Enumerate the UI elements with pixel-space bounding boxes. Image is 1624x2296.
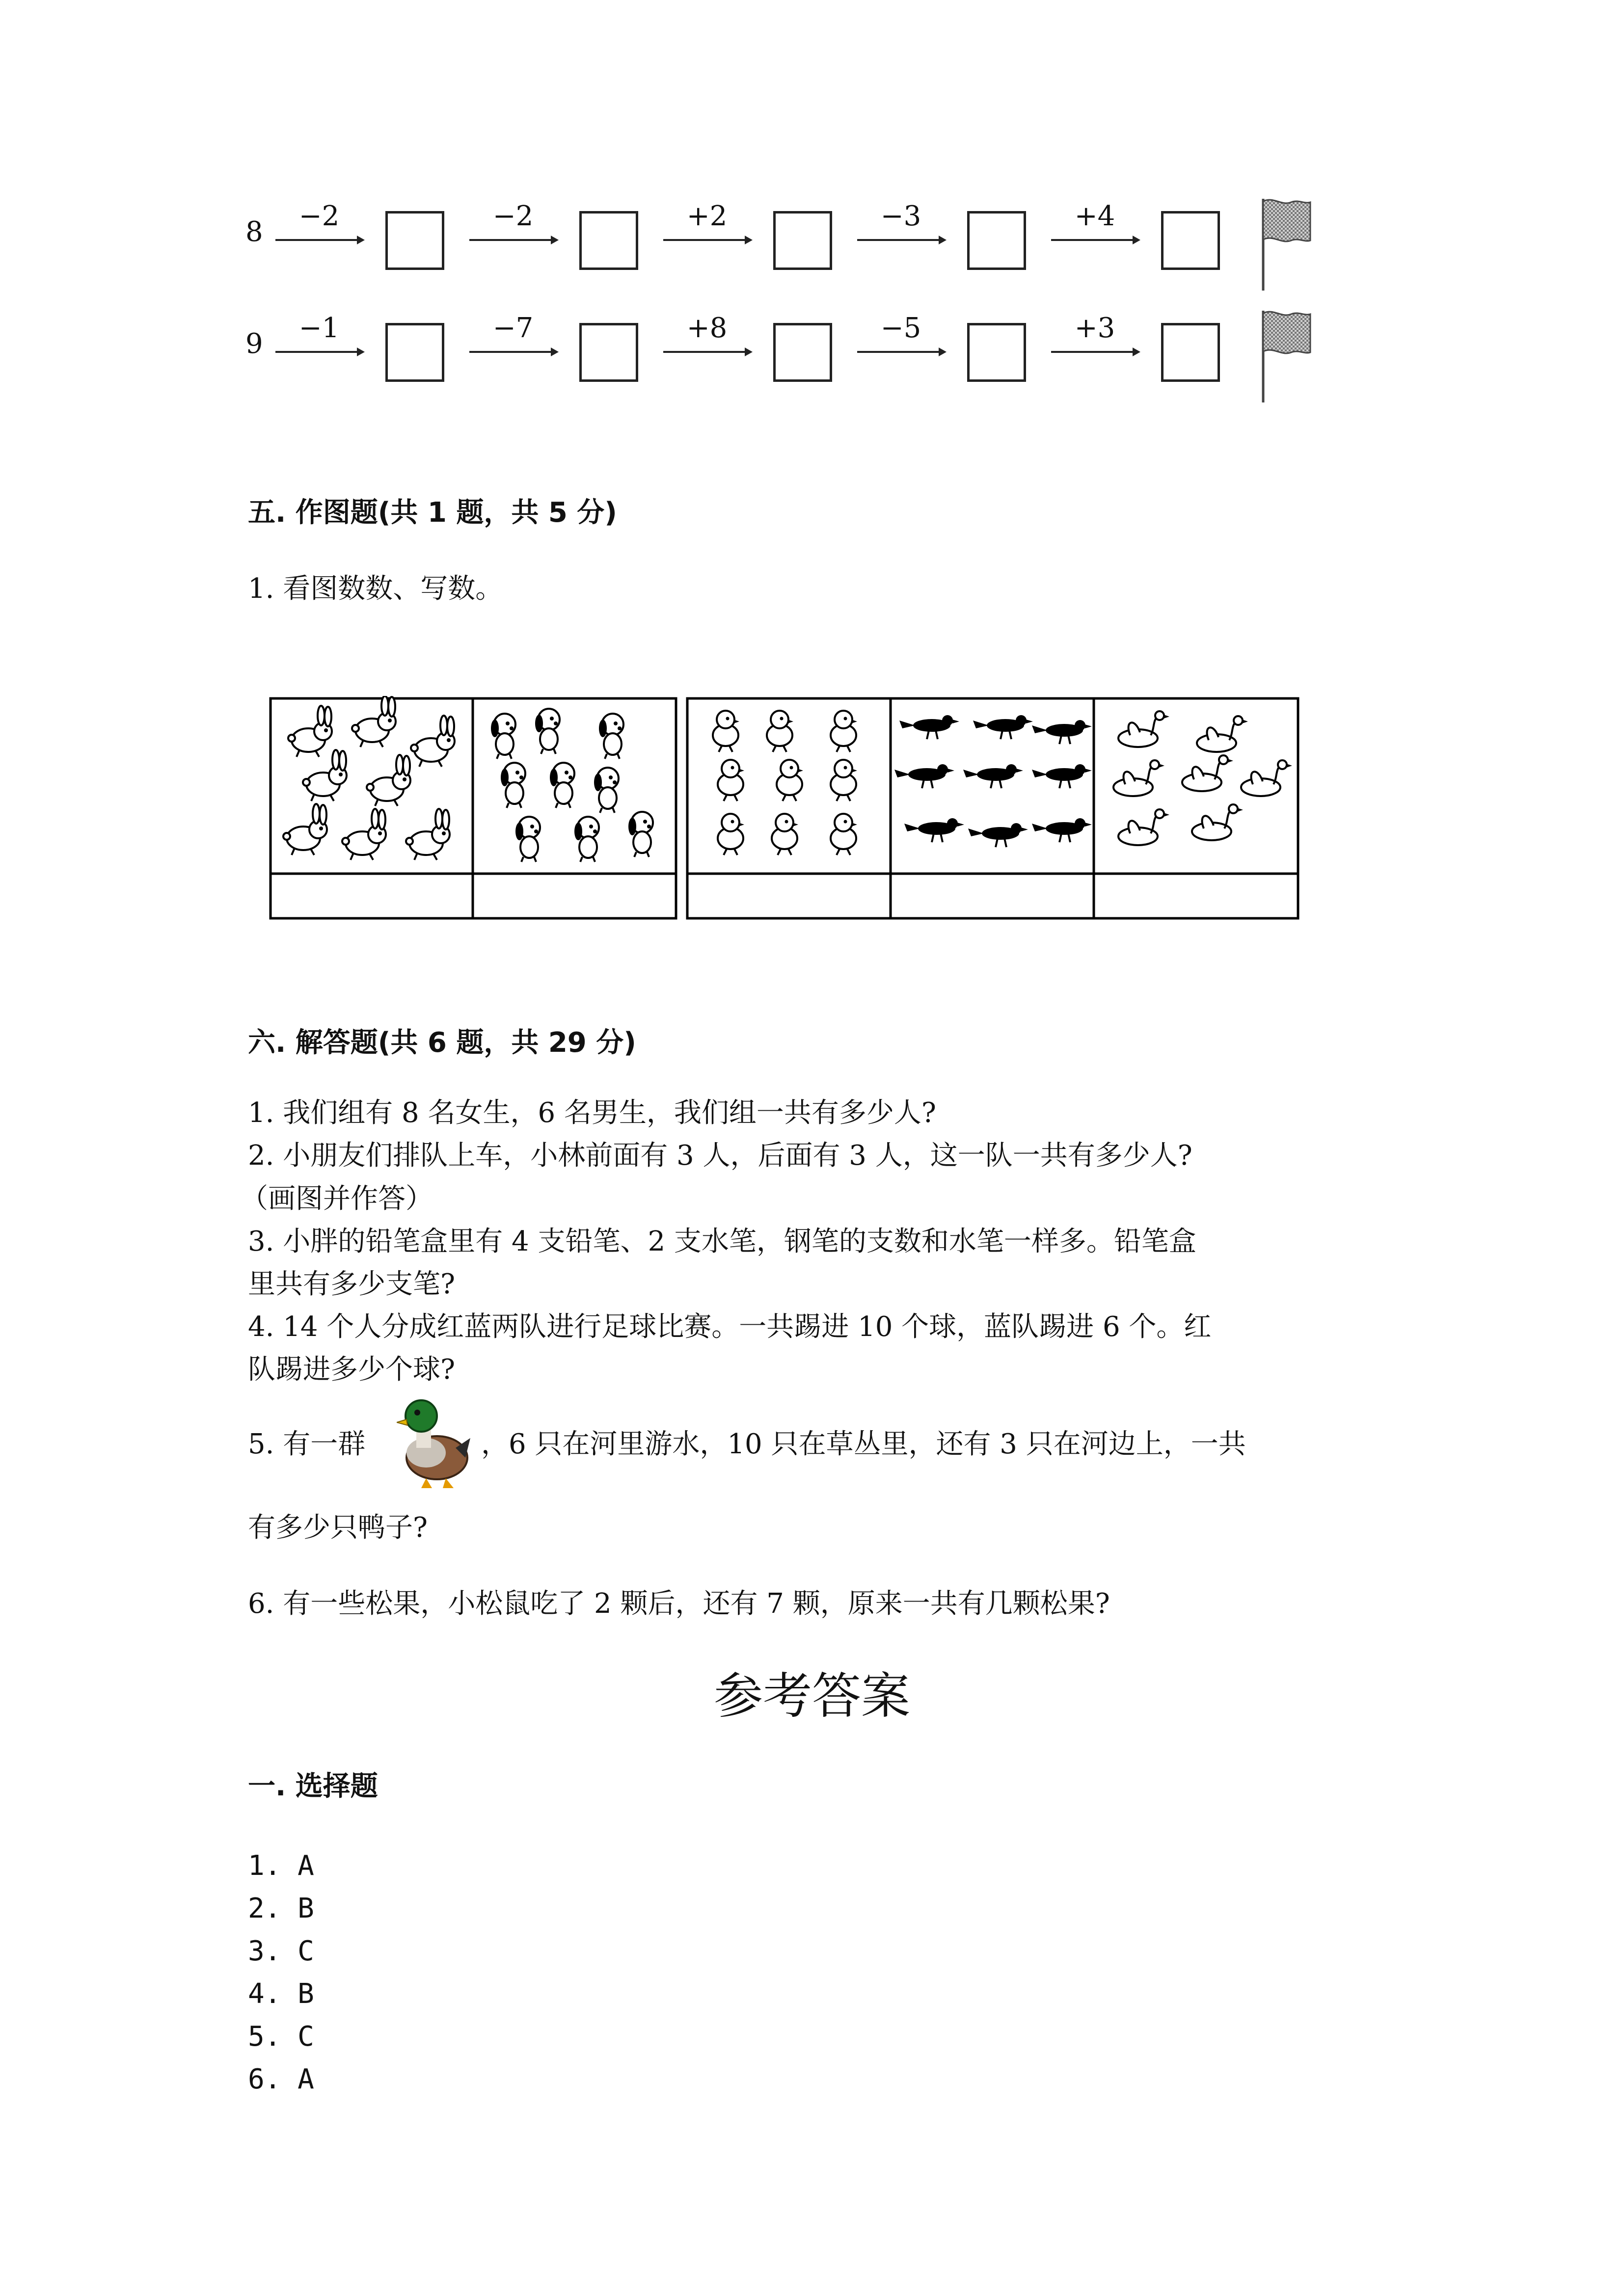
arrow-icon bbox=[660, 345, 754, 359]
birds-picture bbox=[894, 715, 1092, 847]
section-title: 六. 解答题(共 6 题，共 29 分) bbox=[248, 1027, 636, 1059]
puppies-picture bbox=[491, 709, 653, 862]
question-3-line-2: 里共有多少支笔? bbox=[248, 1268, 456, 1300]
arrow-icon bbox=[854, 233, 947, 247]
count-answer-cell[interactable] bbox=[474, 875, 675, 917]
operation-label: −1 bbox=[298, 312, 340, 344]
chain-start-number: 9 bbox=[245, 328, 263, 360]
arrow-icon bbox=[272, 233, 366, 247]
arrow-icon bbox=[1048, 233, 1141, 247]
operation-label: −2 bbox=[298, 200, 340, 232]
question-5-line-2: 有多少只鸭子? bbox=[248, 1512, 428, 1544]
count-answer-cell[interactable] bbox=[272, 875, 471, 917]
answers-title: 参考答案 bbox=[714, 1667, 910, 1725]
rabbits-picture bbox=[283, 696, 455, 860]
arrow-icon bbox=[854, 345, 947, 359]
question-5-line-1-start: 5. 有一群 bbox=[248, 1428, 366, 1460]
answer-box[interactable] bbox=[579, 323, 638, 382]
answer-box[interactable] bbox=[773, 323, 832, 382]
question-2-line-2: （画图并作答） bbox=[241, 1183, 433, 1215]
geese-picture bbox=[1113, 711, 1292, 845]
count-answer-cell[interactable] bbox=[892, 875, 1092, 917]
answer-box[interactable] bbox=[1161, 211, 1220, 270]
arrow-icon bbox=[466, 233, 560, 247]
answer-box[interactable] bbox=[385, 323, 444, 382]
operation-label: +2 bbox=[686, 200, 728, 232]
answer-box[interactable] bbox=[967, 323, 1026, 382]
arrow-icon bbox=[272, 345, 366, 359]
question-3-line-1: 3. 小胖的铅笔盒里有 4 支铅笔、2 支水笔，钢笔的支数和水笔一样多。铅笔盒 bbox=[248, 1226, 1196, 1257]
question-1: 1. 我们组有 8 名女生，6 名男生，我们组一共有多少人? bbox=[248, 1097, 936, 1129]
operation-label: +8 bbox=[686, 312, 728, 344]
finish-flag-icon bbox=[1259, 196, 1313, 292]
answer-item: 3. C bbox=[248, 1935, 314, 1967]
operation-label: −7 bbox=[492, 312, 534, 344]
answers-section-title: 一. 选择题 bbox=[248, 1770, 378, 1802]
answer-item: 5. C bbox=[248, 2021, 314, 2053]
answer-box[interactable] bbox=[967, 211, 1026, 270]
answer-item: 4. B bbox=[248, 1978, 314, 2010]
operation-label: −5 bbox=[880, 312, 921, 344]
chicks-picture bbox=[713, 711, 857, 855]
finish-flag-icon bbox=[1259, 308, 1313, 404]
count-answer-cell[interactable] bbox=[1095, 875, 1297, 917]
answer-item: 6. A bbox=[248, 2063, 314, 2095]
answer-item: 2. B bbox=[248, 1893, 314, 1924]
operation-label: +3 bbox=[1074, 312, 1115, 344]
answer-box[interactable] bbox=[579, 211, 638, 270]
animal-count-grid bbox=[269, 696, 1301, 922]
answer-box[interactable] bbox=[773, 211, 832, 270]
section-title: 五. 作图题(共 1 题，共 5 分) bbox=[248, 497, 617, 529]
question-6: 6. 有一些松果，小松鼠吃了 2 颗后，还有 7 颗，原来一共有几颗松果? bbox=[248, 1588, 1110, 1620]
answer-box[interactable] bbox=[1161, 323, 1220, 382]
arrow-icon bbox=[466, 345, 560, 359]
operation-label: +4 bbox=[1074, 200, 1115, 232]
count-answer-cell[interactable] bbox=[689, 875, 889, 917]
operation-label: −3 bbox=[880, 200, 921, 232]
answer-box[interactable] bbox=[385, 211, 444, 270]
answer-item: 1. A bbox=[248, 1850, 314, 1882]
operation-label: −2 bbox=[492, 200, 534, 232]
question-2-line-1: 2. 小朋友们排队上车，小林前面有 3 人，后面有 3 人，这一队一共有多少人? bbox=[248, 1140, 1192, 1172]
duck-icon bbox=[397, 1394, 475, 1492]
question-text: 1. 看图数数、写数。 bbox=[248, 573, 503, 605]
arrow-icon bbox=[1048, 345, 1141, 359]
question-4-line-2: 队踢进多少个球? bbox=[248, 1354, 456, 1386]
chain-start-number: 8 bbox=[245, 216, 263, 248]
arrow-icon bbox=[660, 233, 754, 247]
question-4-line-1: 4. 14 个人分成红蓝两队进行足球比赛。一共踢进 10 个球，蓝队踢进 6 个。红 bbox=[248, 1311, 1212, 1343]
question-5-line-1-end: ，6 只在河里游水，10 只在草丛里，还有 3 只在河边上，一共 bbox=[481, 1428, 1246, 1460]
